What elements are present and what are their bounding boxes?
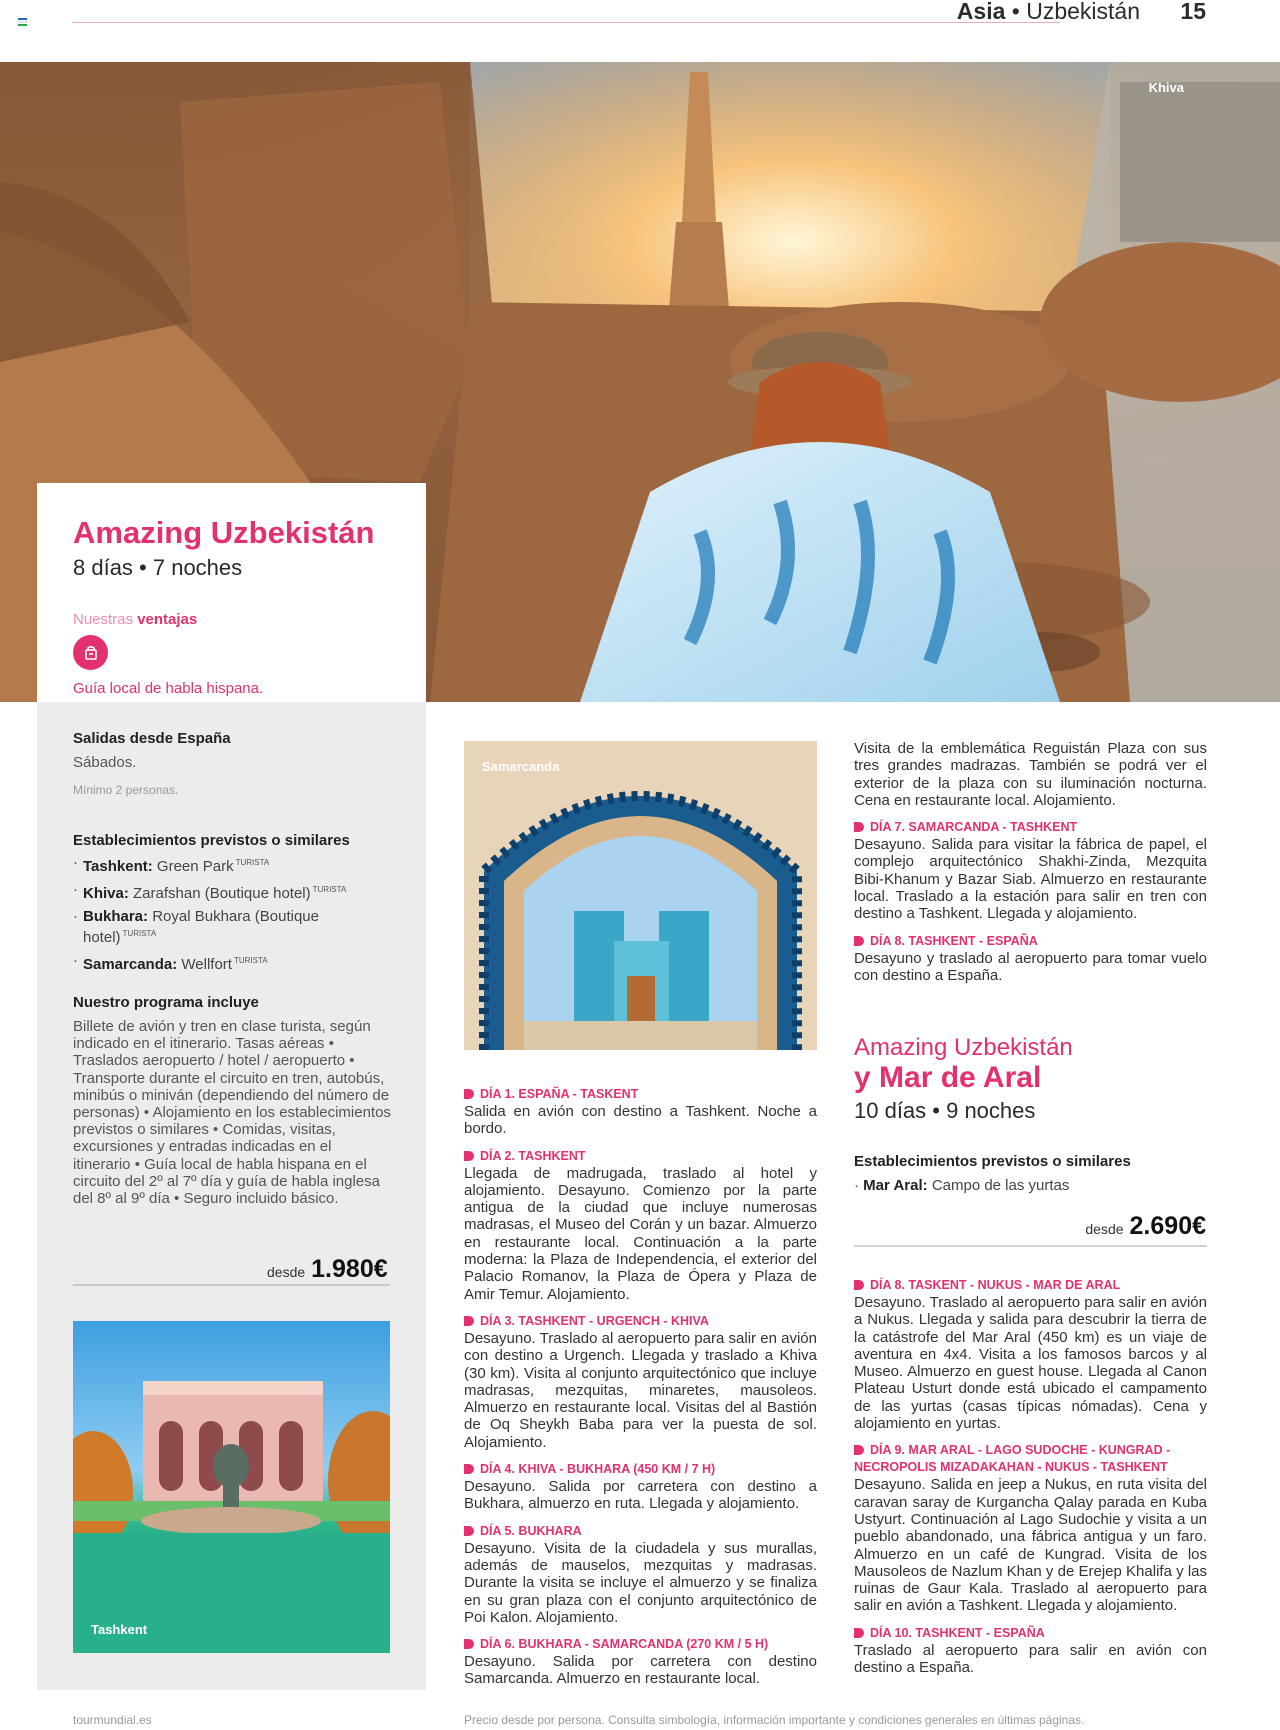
tour2-hotel-city: Mar Aral: bbox=[863, 1177, 928, 1194]
day-title: DÍA 8. TASKENT - NUKUS - MAR DE ARAL bbox=[854, 1277, 1207, 1294]
photo-caption-tashkent: Tashkent bbox=[91, 1622, 148, 1637]
price-value: 1.980€ bbox=[311, 1255, 388, 1283]
header-rule bbox=[72, 22, 1060, 23]
hotel-category: TURISTA bbox=[233, 956, 268, 965]
hotel-city: Bukhara: bbox=[83, 908, 149, 925]
flag-icon bbox=[18, 18, 27, 26]
header-country: Uzbekistán bbox=[1026, 0, 1141, 24]
hotel-item bbox=[73, 952, 393, 973]
advantages-label-a: Nuestras bbox=[73, 611, 134, 628]
hotel-name: Royal Bukhara (Boutique hotel) bbox=[83, 908, 319, 946]
minimum-people: Mínimo 2 personas. bbox=[73, 783, 179, 797]
tour2-title-a: Amazing Uzbekistán bbox=[854, 1034, 1073, 1061]
advantage-text: Guía local de habla hispana. bbox=[73, 680, 264, 697]
hotel-category: TURISTA bbox=[312, 885, 347, 894]
includes-text: Billete de avión y tren en clase turista, según indicado en el itinerario. Tasas aéreas • Traslados aeropuerto / hotel / aeropuerto • Transporte durante el circuito en tren, autobús, minibús o miniván (dependiendo del número de personas) • Alojamiento en los establecimientos previstos o similares • Comidas, visitas, excursiones y entradas indicadas en el itinerario • Guía local de habla hispana en el circuito del 2º al 7º día y guía de habla inglesa del 8º al 9º día • Seguro incluido básico. bbox=[73, 1018, 391, 1208]
day-title: DÍA 4. KHIVA - BUKHARA (450 KM / 7 H) bbox=[464, 1461, 817, 1478]
price-divider bbox=[73, 1284, 390, 1286]
day-text: Desayuno. Visita de la ciudadela y sus murallas, además de mauselos, mezquitas y madrasas. Durante la visita se incluye el almuerzo y se finaliza en su gran plaza con el conjunto arquitectónico de Poi Kalon. Alojamiento. bbox=[464, 1539, 817, 1626]
day-text: Desayuno y traslado al aeropuerto para tomar vuelo con destino a España. bbox=[854, 949, 1207, 984]
tour-title: Amazing Uzbekistán bbox=[73, 515, 375, 550]
hotel-name: Green Park bbox=[156, 858, 234, 875]
day-title: DÍA 3. TASHKENT - URGENCH - KHIVA bbox=[464, 1313, 817, 1330]
guide-icon bbox=[73, 635, 108, 670]
tour2-price-value: 2.690€ bbox=[1129, 1212, 1206, 1240]
day-text: Desayuno. Salida en jeep a Nukus, en ruta visita del caravan saray de Kurgancha Qalay parada en Kuba Ustyurt. Continuación al Lago Sudochie y visita a un pueblo abandonado, una fábrica antigua y un faro. Almuerzo en un café de Kungrad. Visita de los Mausoleos de Nazlum Khan y de Erejep Khalifa y las ruinas de Gaur Kala. Traslado al aeropuerto para salir en avión a Tashkent. Llegada y alojamiento. bbox=[854, 1476, 1207, 1615]
footer-site: tourmundial.es bbox=[73, 1713, 152, 1727]
tour2-hotel-item: · Mar Aral: Campo de las yurtas bbox=[854, 1177, 1070, 1194]
tour2-price bbox=[1085, 1212, 1206, 1241]
itinerary-column-3 bbox=[854, 1277, 1207, 1676]
day-text: Desayuno. Salida por carretera con destino Samarcanda. Almuerzo en restaurante local. bbox=[464, 1653, 817, 1688]
tour2-price-from: desde bbox=[1085, 1221, 1124, 1237]
departures-heading: Salidas desde España bbox=[73, 730, 231, 747]
price-from-label: desde bbox=[267, 1264, 306, 1280]
day-text-continued: Visita de la emblemática Reguistán Plaza con sus tres grandes madrazas. También se podrá ver el exterior de la plaza con su iluminación nocturna. Cena en restaurante local. Alojamiento. bbox=[854, 740, 1207, 809]
photo-tashkent bbox=[73, 1321, 390, 1653]
hotel-category: TURISTA bbox=[235, 858, 270, 867]
hero-caption: Khiva bbox=[1148, 80, 1184, 95]
photo-caption-samarcanda: Samarcanda bbox=[482, 759, 560, 774]
hotel-item bbox=[73, 881, 393, 902]
tour2-title-b: y Mar de Aral bbox=[854, 1061, 1042, 1094]
tour-duration: 8 días • 7 noches bbox=[73, 555, 243, 580]
day-title: DÍA 9. MAR ARAL - LAGO SUDOCHE - KUNGRAD - NECROPOLIS MIZADAKAHAN - NUKUS - TASHKENT bbox=[854, 1442, 1207, 1476]
tour2-duration: 10 días • 9 noches bbox=[854, 1098, 1036, 1123]
day-title: DÍA 8. TASHKENT - ESPAÑA bbox=[854, 933, 1207, 950]
page-number: 15 bbox=[1180, 0, 1206, 24]
hotel-name: Wellfort bbox=[181, 956, 232, 973]
includes-heading: Nuestro programa incluye bbox=[73, 994, 259, 1011]
day-text: Traslado al aeropuerto para salir en avión con destino a España. bbox=[854, 1641, 1207, 1677]
advantages-label-b: ventajas bbox=[137, 611, 198, 628]
day-title: DÍA 1. ESPAÑA - TASKENT bbox=[464, 1086, 817, 1103]
hotel-category: TURISTA bbox=[122, 929, 157, 938]
page-header bbox=[957, 0, 1206, 25]
hotel-item bbox=[73, 854, 393, 875]
hotel-city: Tashkent: bbox=[83, 858, 153, 875]
day-title: DÍA 5. BUKHARA bbox=[464, 1523, 817, 1540]
tour2-price-divider bbox=[854, 1245, 1207, 1247]
day-title: DÍA 10. TASHKENT - ESPAÑA bbox=[854, 1625, 1207, 1642]
day-title: DÍA 6. BUKHARA - SAMARCANDA (270 KM / 5 H) bbox=[464, 1636, 817, 1653]
advantages-label bbox=[73, 611, 197, 628]
hotels-heading: Establecimientos previstos o similares bbox=[73, 832, 350, 849]
itinerary-column-2 bbox=[854, 740, 1207, 984]
hotel-city: Khiva: bbox=[83, 885, 129, 902]
photo-samarcanda bbox=[464, 741, 817, 1050]
header-separator: • bbox=[1011, 0, 1020, 24]
day-title: DÍA 2. TASHKENT bbox=[464, 1148, 817, 1165]
day-text: Salida en avión con destino a Tashkent. Noche a bordo. bbox=[464, 1103, 817, 1138]
day-title: DÍA 7. SAMARCANDA - TASHKENT bbox=[854, 819, 1207, 836]
hotel-name: Zarafshan (Boutique hotel) bbox=[133, 885, 311, 902]
day-text: Llegada de madrugada, traslado al hotel y alojamiento. Desayuno. Comienzo por la parte antigua de la ciudad que incluye numerosas madrasas, el Museo del Corán y un bazar. Almuerzo en restaurante local. Continuación a la parte moderna: la Plaza de Independencia, el exterior del Palacio Romanov, la Plaza de Ópera y Plaza de Amir Temur. Alojamiento. bbox=[464, 1164, 817, 1303]
footer-note: Precio desde por persona. Consulta simbología, información importante y condiciones generales en últimas páginas. bbox=[464, 1713, 1085, 1727]
tour1-price bbox=[267, 1255, 388, 1284]
hotel-item bbox=[73, 908, 393, 946]
header-region: Asia bbox=[956, 0, 1006, 24]
itinerary-column-1 bbox=[464, 1086, 817, 1688]
day-text: Desayuno. Salida para visitar la fábrica de papel, el complejo arquitectónico Shakhi-Zinda, Mezquita Bibi-Khanum y Bazar Siab. Almuerzo en restaurante local. Traslado a la estación para salir en tren con destino a Tashkent. Llegada y alojamiento. bbox=[854, 836, 1207, 923]
day-text: Desayuno. Traslado al aeropuerto para salir en avión a Nukus. Llegada y salida para descubrir la tierra de la catástrofe del Mar Aral (450 km) es un viaje de aventura en 4x4. Visita a los famosos barcos y al Museo. Almuerzo en guest house. Llegada al Canon Plateau Usturt donde está ubicado el campamento de las yurtas (casas típicas nómadas). Cena y alojamiento en yurtas. bbox=[854, 1294, 1207, 1433]
tour2-hotels-heading: Establecimientos previstos o similares bbox=[854, 1153, 1131, 1170]
departures-days: Sábados. bbox=[73, 754, 137, 771]
tour2-hotel-name: Campo de las yurtas bbox=[931, 1177, 1070, 1194]
hotel-list bbox=[73, 854, 393, 979]
hotel-city: Samarcanda: bbox=[83, 956, 178, 973]
day-text: Desayuno. Traslado al aeropuerto para salir en avión con destino a Urgench. Llegada y traslado a Khiva (30 km). Visita al conjunto arquitectónico que incluye madrasas, mezquitas, minaretes, mausoleos. Almuerzo en restaurante local. Visitas del al Bastión de Oq Sheykh Baba para ver la puesta de sol. Alojamiento. bbox=[464, 1329, 817, 1451]
day-text: Desayuno. Salida por carretera con destino a Bukhara, almuerzo en ruta. Llegada y alojamiento. bbox=[464, 1478, 817, 1513]
